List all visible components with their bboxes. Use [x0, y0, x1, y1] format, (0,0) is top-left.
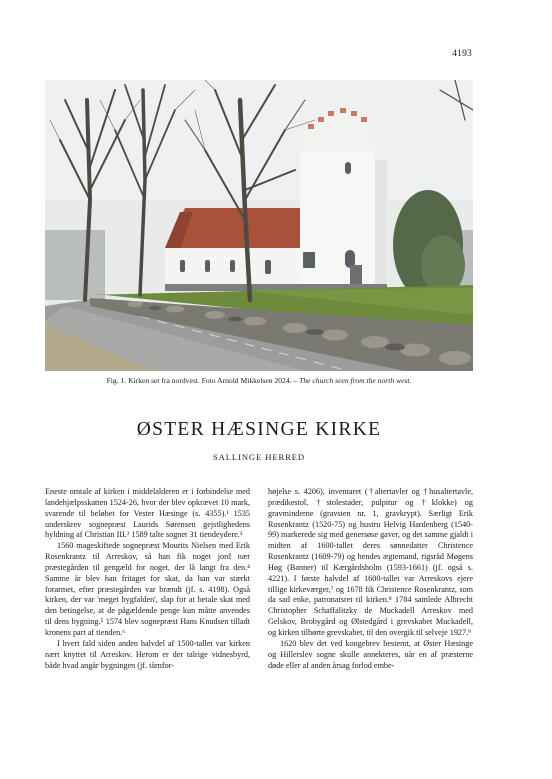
paragraph: I hvert fald siden anden halvdel af 1500-tallet var kirken nært knyttet til Arreskov. Herom er der talrige vidnesbyrd, både hvad angår bygningen (jf. tårnfor-	[45, 638, 250, 670]
left-text-column	[45, 487, 250, 671]
page-number: 4193	[452, 49, 472, 59]
figure-caption	[45, 376, 473, 386]
caption-danish: Fig. 1. Kirken set fra nordvest. Foto Arnold Mikkelsen 2024. –	[106, 376, 298, 385]
right-text-column	[268, 487, 473, 671]
paragraph: 1620 blev det ved kongebrev bestemt, at Øster Hæsinge og Hillerslev sogne skulle annekteres, når en af præsterne døde eller af anden årsag forlod embe-	[268, 638, 473, 670]
paragraph: Eneste omtale af kirken i middelalderen er i forbindelse med landehjælpsskatten 1524-26, hvor der blev opkrævet 10 mark, svarende til beløbet for Vester Hæsinge (s. 4355).¹ 1535 underskrev sognepræst Laurids Sørensen gejstlighedens hyldning af Christian III.² 1589 talte sognet 31 tiendeydere.³	[45, 487, 250, 540]
church-photo	[45, 80, 473, 371]
caption-english: The church seen from the north west.	[299, 376, 412, 385]
church-illustration	[45, 80, 473, 371]
district-subtitle: SALLINGE HERRED	[212, 452, 306, 462]
church-title: ØSTER HÆSINGE KIRKE	[136, 419, 382, 440]
paragraph: højelse s. 4206), inventaret (†altertavler og †husaltertavle, prædikestol, †stolestader, pulpitur og †klokke) og gravminderne (gravsten nr. 1, gravkrypt). Særligt Erik Rosenkrantz (1520-75) og hustru Helvig Hardenberg (1540-99) markerede sig med genersøse gaver, og det samme gjaldt i midten af 1600-tallet deres sønnedatter Christence Rosenkrantz (1609-79) og hendes ægtemand, rigsråd Møgens Høg (Banner) til Kærgårdsholm (1593-1661) (jf. også s. 4221). I første halvdel af 1600-tallet var Arreskovs ejere tillige kirkeværger,⁷ og 1678 fik Christence Rosenkrantz, som da sad enke, patronatsret til kirken.⁸ 1784 samlede Albrecht Christopher Schaffalitzky de Muckadell Arreskov med Gelskov, Brobygård og Ølstedgård i grevskabet Muckadell, og kirken tilhørte grevskabet, til den overgik til selveje 1927.⁹	[268, 487, 473, 637]
paragraph: 1560 mageskiftede sognepræst Mourits Nielsen med Erik Rosenkrantz til Arreskov, så han fik noget jord nær præstegården til gengæld for noget, der lå langt fra den.⁴ Samme år blev han fritaget for skat, da han var stærkt forarmet, efter præstegården var brændt (jf. s. 4198). Også kirken, der var 'meget bygfalden', slap for at betale skat med den betingelse, at de pågældende penge kun måtte anvendes til dens bygning.⁵ 1574 blev sognepræst Hans Knudsen tilladt kronens part af tienden.⁶	[45, 541, 250, 637]
